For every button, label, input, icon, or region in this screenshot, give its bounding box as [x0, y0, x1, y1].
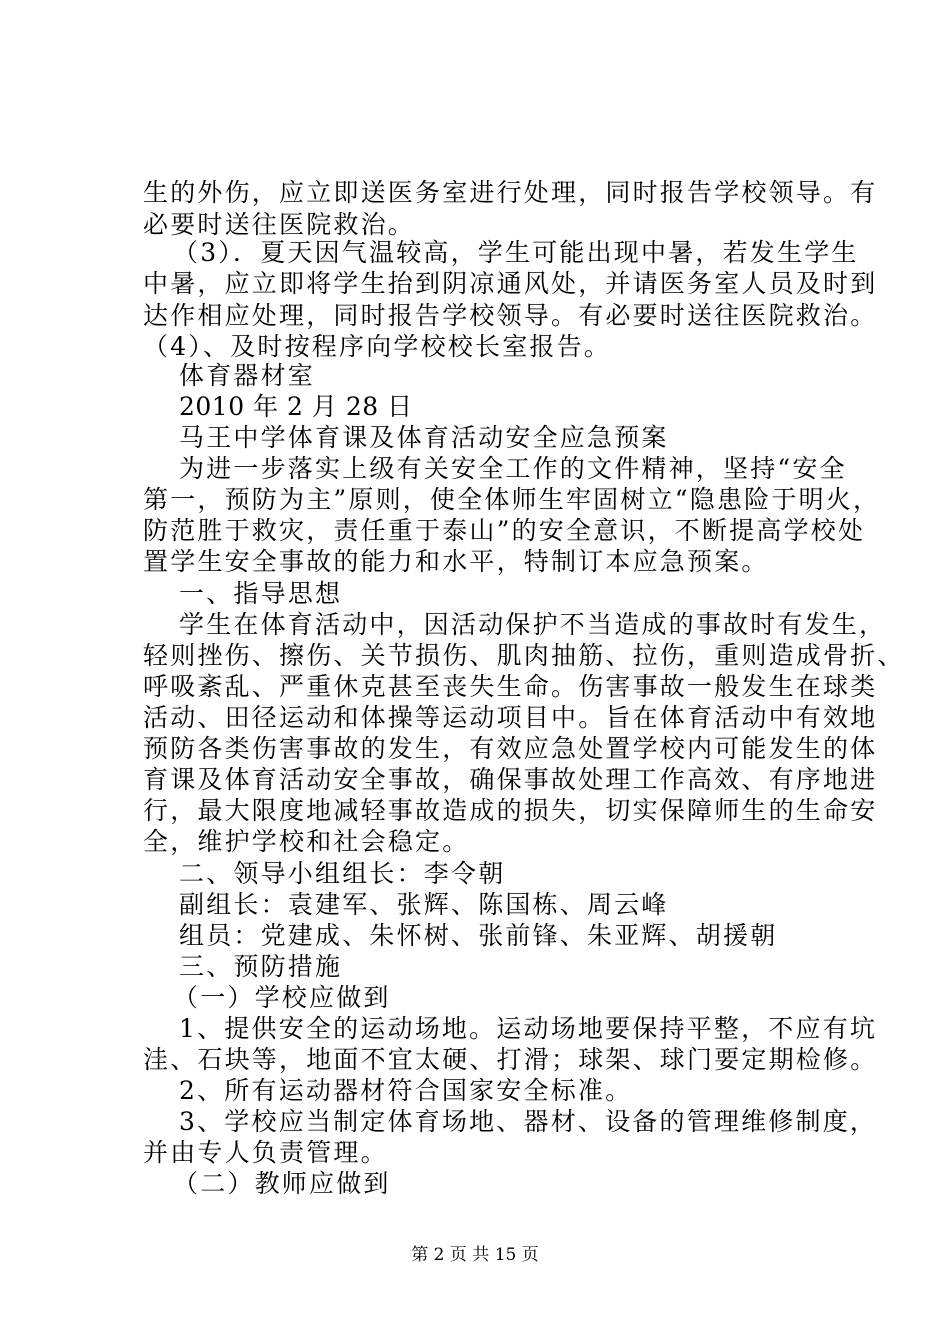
text-line: 必要时送往医院救治。 [143, 210, 416, 239]
text-line: （3）．夏天因气温较高，学生可能出现中暑，若发生学生 [173, 238, 859, 267]
date-line: 2010 年 2 月 28 日 [179, 392, 413, 421]
subheading: （二）教师应做到 [173, 1169, 391, 1198]
heading: 二、领导小组组长：李令朝 [179, 859, 506, 888]
text-line: 轻则挫伤、擦伤、关节损伤、肌肉抽筋、拉伤，重则造成骨折、 [143, 641, 905, 670]
text-line: 2、所有运动器材符合国家安全标准。 [179, 1076, 633, 1105]
text-line: 全，维护学校和社会稳定。 [143, 827, 470, 856]
text-line: 达作相应处理，同时报告学校领导。有必要时送往医院救治。 [143, 301, 878, 330]
section-title: 马王中学体育课及体育活动安全应急预案 [179, 423, 669, 452]
text-line: 3、学校应当制定体育场地、器材、设备的管理维修制度， [179, 1107, 878, 1136]
text-line: 洼、石块等，地面不宜太硬、打滑；球架、球门要定期检修。 [143, 1045, 878, 1074]
text-line: 中暑，应立即将学生抬到阴凉通风处，并请医务室人员及时到 [143, 269, 878, 298]
text-line: 防范胜于救灾，责任重于泰山”的安全意识，不断提高学校处 [143, 516, 866, 545]
text-line: 活动、田径运动和体操等运动项目中。旨在体育活动中有效地 [143, 703, 878, 732]
heading: 一、指导思想 [179, 579, 343, 608]
text-line: 并由专人负责管理。 [143, 1138, 388, 1167]
text-line: 育课及体育活动安全事故，确保事故处理工作高效、有序地进 [143, 765, 878, 794]
text-line: 生的外伤，应立即送医务室进行处理，同时报告学校领导。有 [143, 178, 878, 207]
text-line: 副组长：袁建军、张辉、陈国栋、周云峰 [179, 890, 669, 919]
text-line: （4）、及时按程序向学校校长室报告。 [143, 332, 612, 361]
text-line: 行，最大限度地减轻事故造成的损失，切实保障师生的生命安 [143, 796, 878, 825]
subheading: （一）学校应做到 [173, 983, 391, 1012]
text-line: 学生在体育活动中，因活动保护不当造成的事故时有发生， [179, 610, 887, 639]
text-line: 第一，预防为主”原则，使全体师生牢固树立“隐患险于明火， [143, 485, 881, 514]
text-line: 组员：党建成、朱怀树、张前锋、朱亚辉、胡援朝 [179, 921, 778, 950]
text-line: 呼吸紊乱、严重休克甚至丧失生命。伤害事故一般发生在球类 [143, 672, 878, 701]
text-line: 预防各类伤害事故的发生，有效应急处置学校内可能发生的体 [143, 734, 878, 763]
heading: 三、预防措施 [179, 952, 343, 981]
text-line: 置学生安全事故的能力和水平，特制订本应急预案。 [143, 547, 769, 576]
text-line: 为进一步落实上级有关安全工作的文件精神，坚持“安全 [179, 454, 847, 483]
text-line: 体育器材室 [179, 361, 316, 390]
text-line: 1、提供安全的运动场地。运动场地要保持平整，不应有坑 [179, 1014, 878, 1043]
page-number-footer: 第 2 页 共 15 页 [411, 1245, 539, 1265]
